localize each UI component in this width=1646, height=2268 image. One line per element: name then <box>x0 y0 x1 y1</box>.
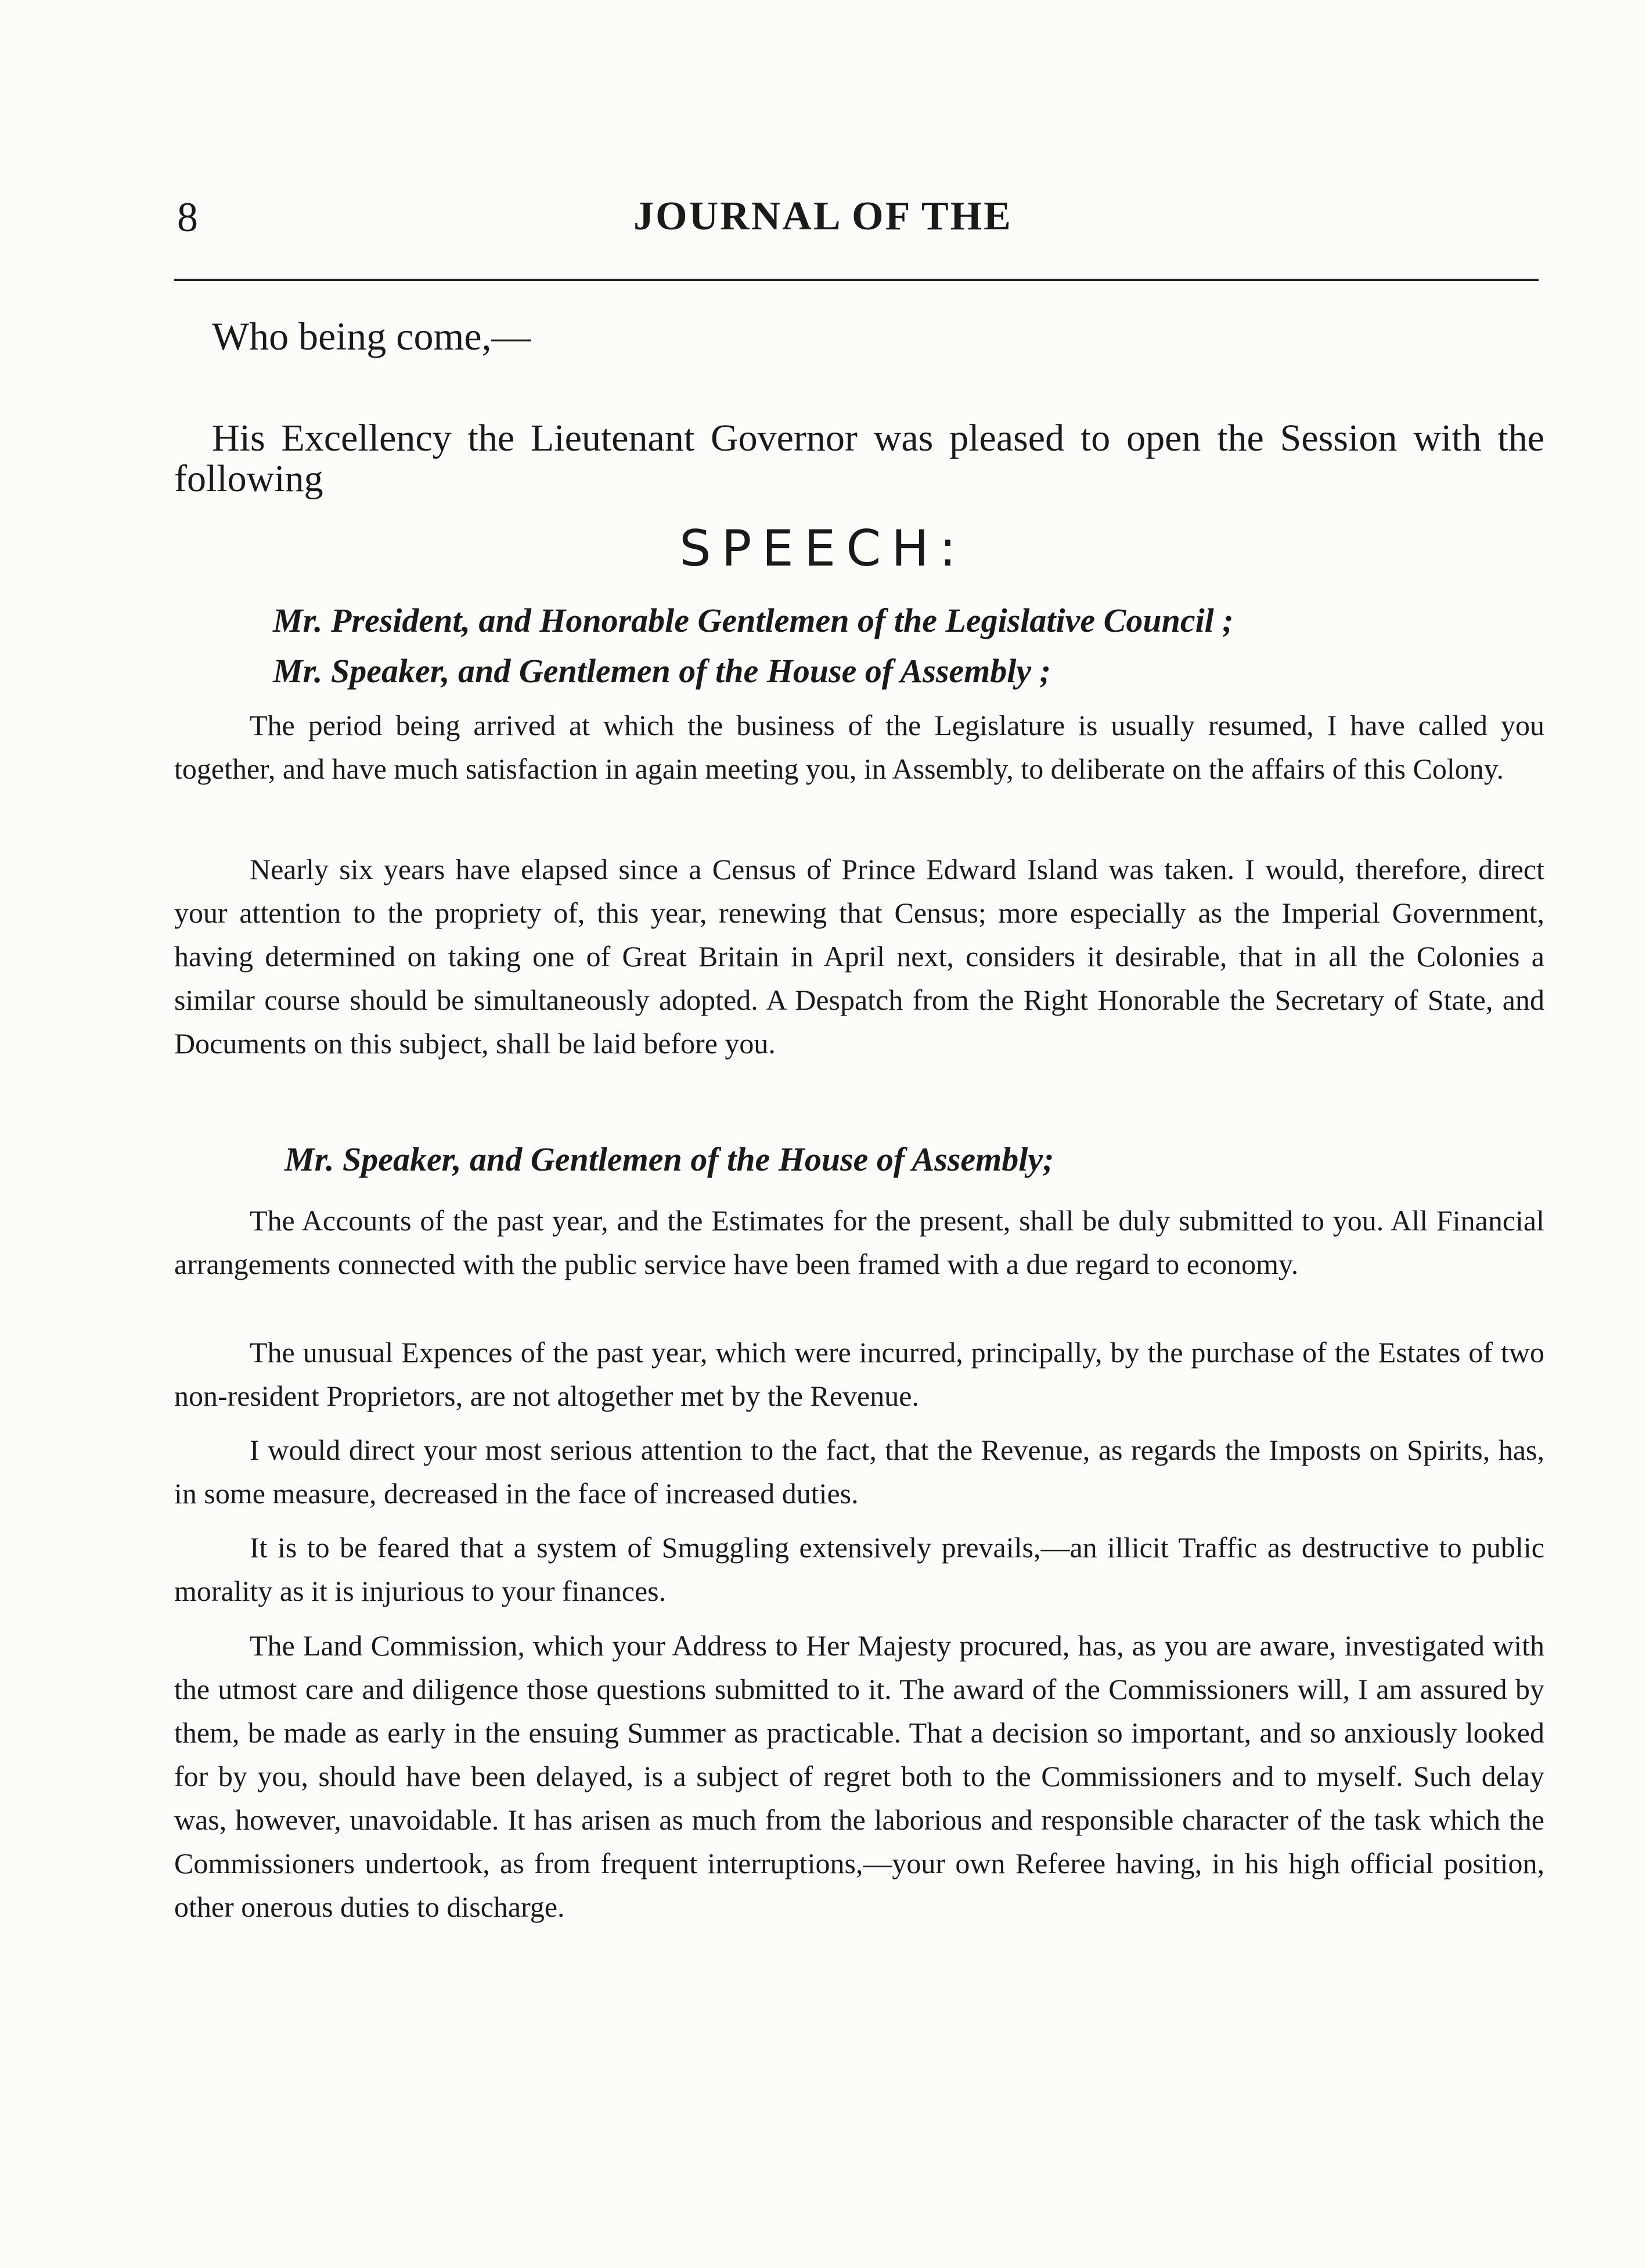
speech-title: SPEECH: <box>679 520 967 578</box>
intro-paragraph: His Excellency the Lieutenant Governor was pleased to open the Session with the following <box>174 417 1544 500</box>
speech-paragraph <box>174 1199 1544 1286</box>
paragraph-text: It is to be feared that a system of Smuggling extensively prevails,—an illicit Traffic as destructive to public morality as it is injurious to your finances. <box>174 1531 1544 1607</box>
speech-paragraph <box>174 1526 1544 1613</box>
address-assembly-second: Mr. Speaker, and Gentlemen of the House of Assembly; <box>284 1140 1054 1178</box>
paragraph-text: The period being arrived at which the business of the Legislature is usually resumed, I have called you together, and have much satisfaction in again meeting you, in Assembly, to deliberate on the affairs of this Colony. <box>174 709 1544 785</box>
opening-line: Who being come,— <box>212 314 531 358</box>
page-number: 8 <box>177 194 198 240</box>
paragraph-text: Nearly six years have elapsed since a Census of Prince Edward Island was taken. I would, therefore, direct your attention to the propriety of, this year, renewing that Census; more especially as the Imperial Government, having determined on taking one of Great Britain in April next, considers it desirable, that in all the Colonies a similar course should be simultaneously adopted. A Despatch from the Right Honorable the Secretary of State, and Documents on this subject, shall be laid before you. <box>174 853 1544 1060</box>
speech-paragraph <box>174 848 1544 1065</box>
speech-paragraph <box>174 704 1544 791</box>
address-assembly: Mr. Speaker, and Gentlemen of the House of Assembly ; <box>273 652 1051 690</box>
paragraph-text: The Accounts of the past year, and the Estimates for the present, shall be duly submitted to you. All Financial arrangements connected with the public service have been framed with a due regard to economy. <box>174 1204 1544 1280</box>
header-rule <box>174 279 1539 281</box>
paragraph-text: I would direct your most serious attention to the fact, that the Revenue, as regards the Imposts on Spirits, has, in some measure, decreased in the face of increased duties. <box>174 1434 1544 1510</box>
running-head: JOURNAL OF THE <box>633 194 1013 239</box>
address-council: Mr. President, and Honorable Gentlemen of the Legislative Council ; <box>273 602 1234 639</box>
paragraph-text: The Land Commission, which your Address to Her Majesty procured, has, as you are aware, investigated with the utmost care and diligence those questions submitted to it. The award of the Commissioners will, I am assured by them, be made as early in the ensuing Summer as practicable. That a decision so important, and so anxiously looked for by you, should have been delayed, is a subject of regret both to the Commissioners and to myself. Such delay was, however, unavoidable. It has arisen as much from the laborious and responsible character of the task which the Commissioners undertook, as from frequent interruptions,—your own Referee having, in his high official position, other onerous duties to discharge. <box>174 1629 1544 1923</box>
speech-paragraph <box>174 1428 1544 1515</box>
paragraph-text: The unusual Expences of the past year, which were incurred, principally, by the purchase of the Estates of two non-resident Proprietors, are not altogether met by the Revenue. <box>174 1336 1544 1412</box>
speech-paragraph <box>174 1331 1544 1418</box>
speech-paragraph <box>174 1624 1544 1929</box>
